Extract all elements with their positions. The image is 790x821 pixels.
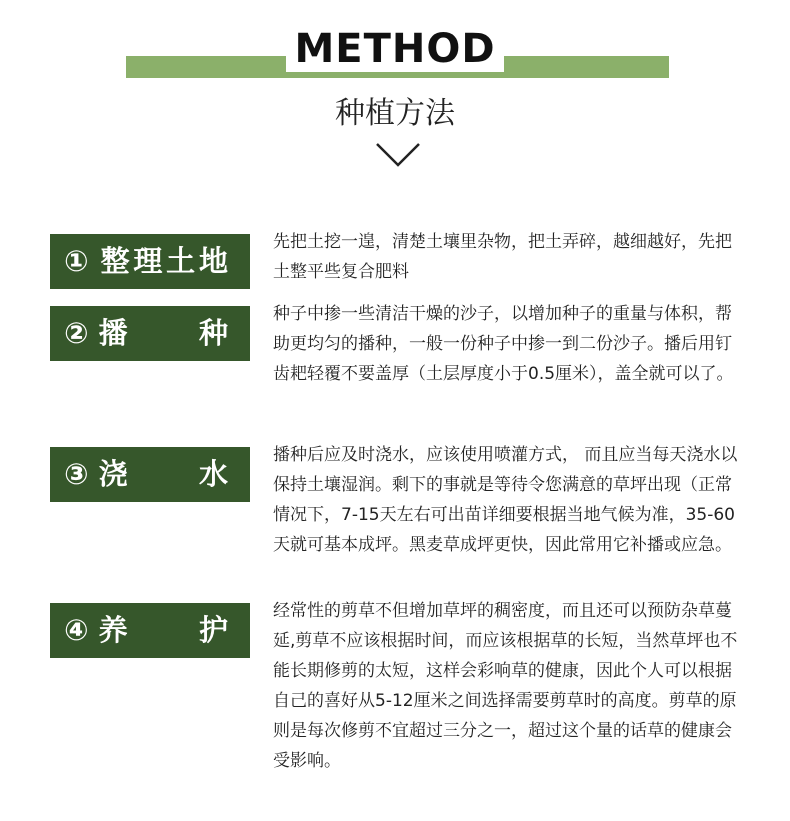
step-description: 经常性的剪草不但增加草坪的稠密度，而且还可以预防杂草蔓延,剪草不应该根据时间，而应该根据草的长短，当然草坪也不能长期修剪的太短，这样会彩响草的健康，因此个人可以根据自己的喜好从5-12厘米之间选择需要剪草时的高度。剪草的原则是每次修剪不宜超过三分之一，超过这个量的话草的健康会受影响。 xyxy=(273,601,738,771)
step-badge xyxy=(50,603,250,658)
step-badge xyxy=(50,306,250,361)
step-number: ④ xyxy=(64,613,89,647)
step-description: 种子中掺一些清洁干燥的沙子，以增加种子的重量与体积，帮助更均匀的播种，一般一份种子中掺一到二份沙子。播后用钉齿耙轻覆不要盖厚（土层厚度小于0.5厘米），盖全就可以了。 xyxy=(273,304,734,384)
step-title: 养 护 xyxy=(98,613,228,647)
step-number: ② xyxy=(64,316,89,350)
step-title: 播 种 xyxy=(98,316,228,350)
step-badge xyxy=(50,234,250,289)
step-number: ① xyxy=(64,244,89,278)
chevron-down-icon xyxy=(375,142,421,168)
step-number: ③ xyxy=(64,457,89,491)
title-chinese: 种植方法 xyxy=(335,96,455,131)
title-english: METHOD xyxy=(0,24,790,74)
step-description: 先把土挖一遑，清楚土壤里杂物，把土弄碎，越细越好，先把土整平些复合肥料 xyxy=(273,232,732,282)
step-title: 整 理 土 地 xyxy=(100,244,228,278)
step-title: 浇 水 xyxy=(98,457,228,491)
step-badge xyxy=(50,447,250,502)
step-description: 播种后应及时浇水，应该使用喷灌方式， 而且应当每天浇水以保持土壤湿润。剩下的事就是等待令您满意的草坪出现（正常情况下，7-15天左右可出苗详细要根据当地气候为准，35-60天就可基本成坪。黑麦草成坪更快，因此常用它补播或应急。 xyxy=(273,445,738,555)
